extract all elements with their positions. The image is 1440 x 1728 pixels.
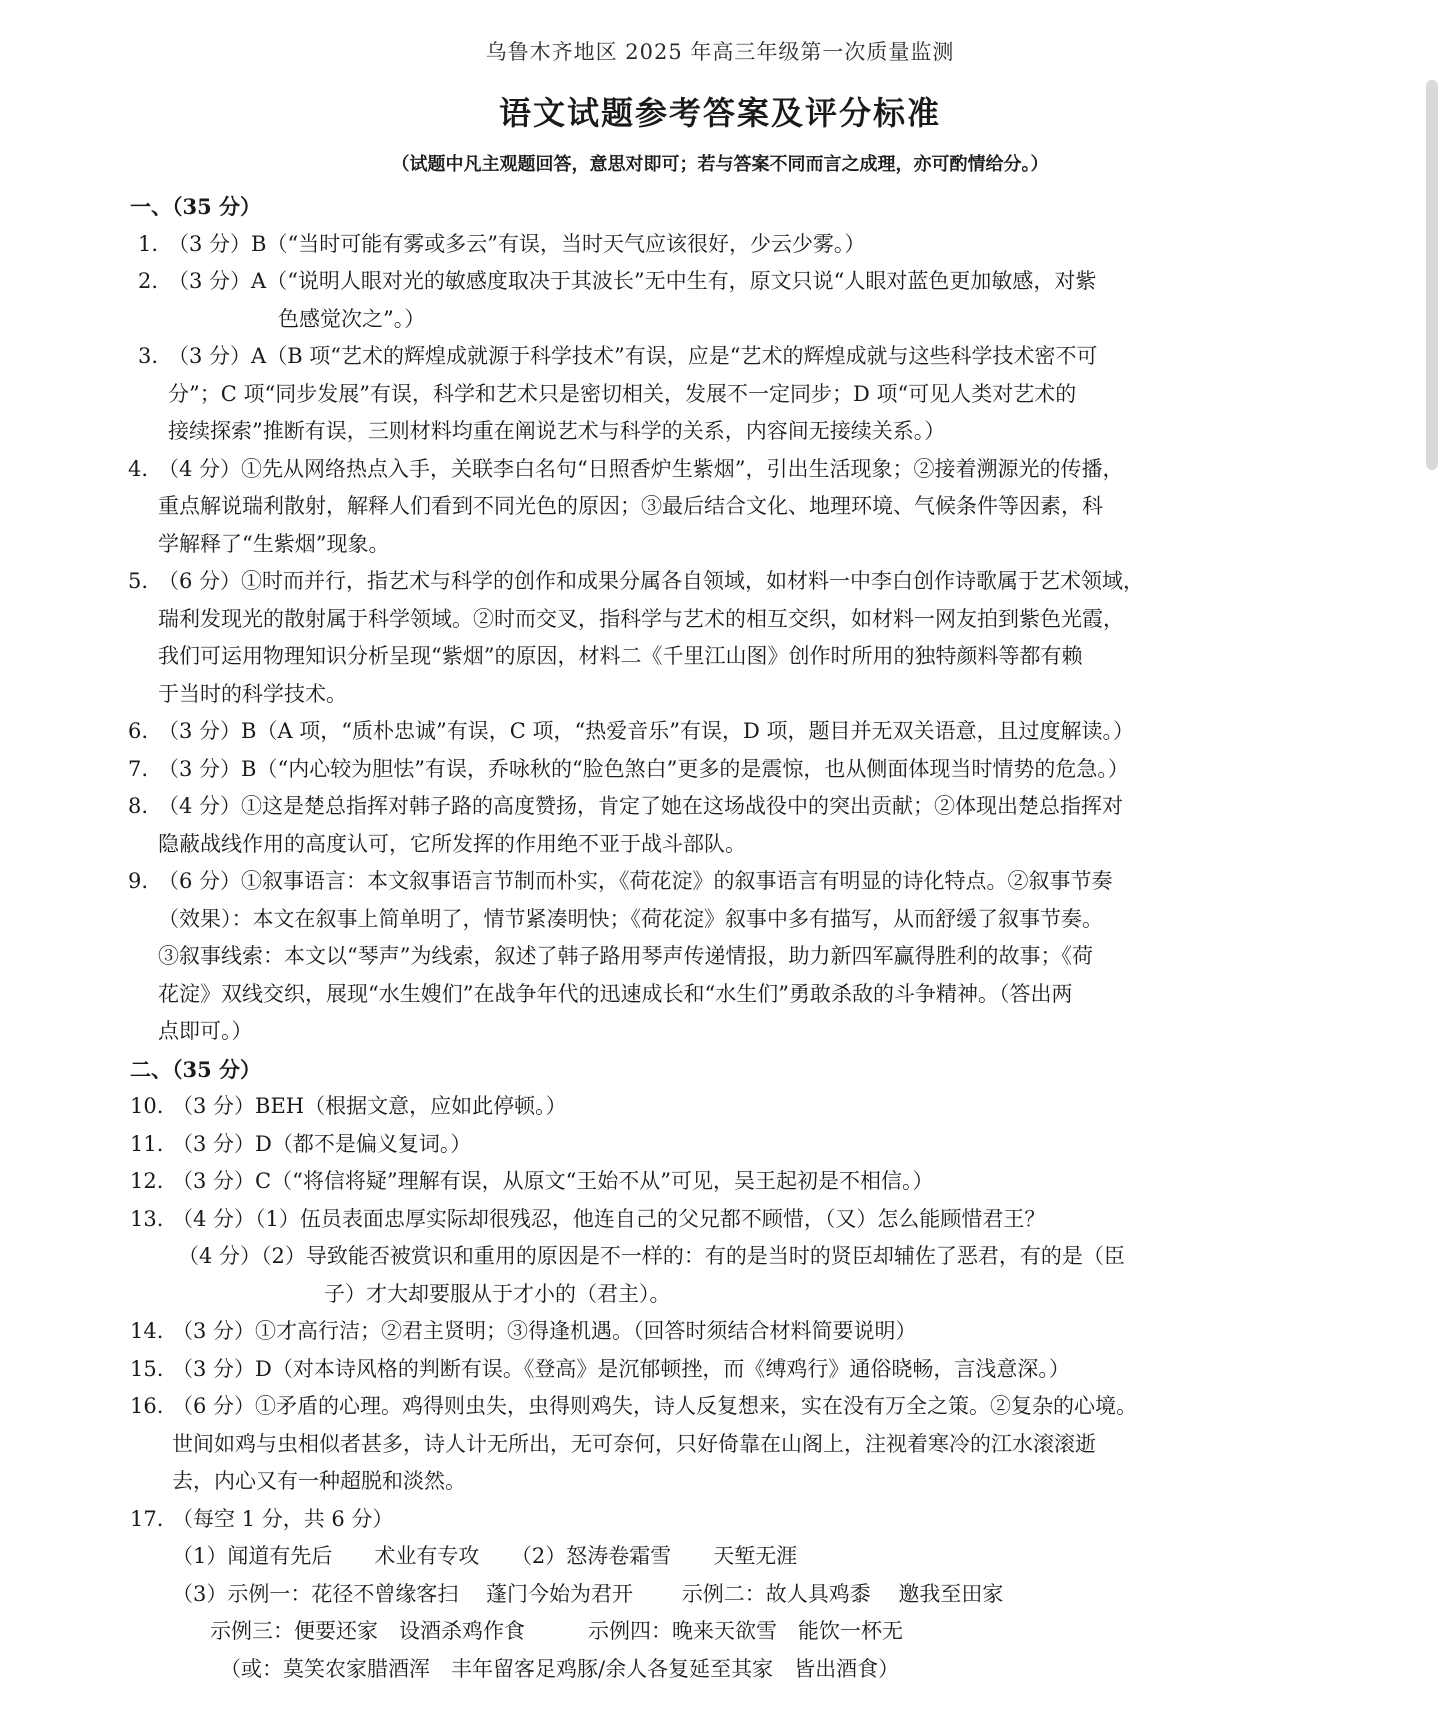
answer-line: （6 分）①叙事语言：本文叙事语言节制而朴实，《荷花淀》的叙事语言有明显的诗化特点。②叙事节奏 xyxy=(158,869,1113,893)
answer-line: （每空 1 分，共 6 分） xyxy=(172,1506,394,1531)
answer-item-10 xyxy=(130,1088,1320,1126)
item-number: 17. xyxy=(130,1506,164,1531)
item-number: 2. xyxy=(138,269,159,293)
item-number: 10. xyxy=(130,1094,164,1118)
item-number: 11. xyxy=(130,1131,164,1156)
answer-item-16 xyxy=(130,1388,1320,1501)
answer-line: （3 分）D（都不是偏义复词。） xyxy=(172,1131,472,1156)
answer-line: （4 分）①这是楚总指挥对韩子路的高度赞扬，肯定了她在这场战役中的突出贡献；②体现出楚总指挥对 xyxy=(158,794,1124,818)
answer-line: （3 分）①才高行洁；②君主贤明；③得逢机遇。（回答时须结合材料简要说明） xyxy=(172,1319,917,1343)
item-number: 15. xyxy=(130,1356,164,1381)
item-number: 3. xyxy=(138,344,159,368)
answer-list xyxy=(130,188,1320,1688)
section-two-heading: 二、（35 分） xyxy=(130,1056,262,1082)
answer-line: （效果）：本文在叙事上简单明了，情节紧凑明快；《荷花淀》叙事中多有描写，从而舒缓了叙事节奏。 xyxy=(158,906,1103,931)
answer-item-4 xyxy=(130,451,1320,564)
answer-line: 重点解说瑞利散射，解释人们看到不同光色的原因；③最后结合文化、地理环境、气候条件等因素，科 xyxy=(158,494,1103,518)
answer-item-13 xyxy=(130,1201,1320,1314)
answer-line: 分”；C 项“同步发展”有误，科学和艺术只是密切相关，发展不一定同步；D 项“可见人类对艺术的 xyxy=(168,381,1077,406)
answer-item-3 xyxy=(130,338,1320,451)
answer-line: 隐蔽战线作用的高度认可，它所发挥的作用绝不亚于战斗部队。 xyxy=(158,831,746,856)
answer-line: （4 分）①先从网络热点入手，关联李白名句“日照香炉生紫烟”，引出生活现象；②接着溯源光的传播， xyxy=(158,456,1124,481)
answer-line: （3 分）B（“内心较为胆怯”有误，乔咏秋的“脸色煞白”更多的是震惊，也从侧面体现当时情势的危急。） xyxy=(158,756,1129,781)
answer-line: （或：莫笑农家腊酒浑 丰年留客足鸡豚/余人各复延至其家 皆出酒食） xyxy=(220,1656,900,1681)
answer-item-1 xyxy=(130,226,1320,264)
item-number: 5. xyxy=(128,569,149,593)
answer-item-9 xyxy=(130,863,1320,1051)
answer-item-7 xyxy=(130,751,1320,789)
answer-line: 色感觉次之”。） xyxy=(278,306,426,331)
answer-line: （4 分）（2）导致能否被赏识和重用的原因是不一样的：有的是当时的贤臣却辅佐了恶君，有的是（臣 xyxy=(178,1244,1125,1268)
answer-line: 瑞利发现光的散射属于科学领域。②时而交叉，指科学与艺术的相互交织，如材料一网友拍到紫色光霞， xyxy=(158,606,1124,631)
answer-line: 我们可运用物理知识分析呈现“紫烟”的原因，材料二《千里江山图》创作时所用的独特颜料等都有赖 xyxy=(158,644,1083,668)
item-number: 1. xyxy=(138,231,159,256)
answer-line: （3 分）D（对本诗风格的判断有误。《登高》是沉郁顿挫，而《缚鸡行》通俗晓畅，言浅意深。） xyxy=(172,1356,1070,1381)
item-number: 16. xyxy=(130,1394,164,1418)
answer-line: （4 分）（1）伍员表面忠厚实际却很残忍，他连自己的父兄都不顾惜，（又）怎么能顾惜君王？ xyxy=(172,1206,1046,1231)
answer-line: 子）才大却要服从于才小的（君主）。 xyxy=(324,1281,671,1306)
item-number: 14. xyxy=(130,1319,164,1343)
item-number: 8. xyxy=(128,794,149,818)
grading-note: （试题中凡主观题回答，意思对即可；若与答案不同而言之成理，亦可酌情给分。） xyxy=(391,154,1049,175)
answer-item-11 xyxy=(130,1126,1320,1164)
item-number: 4. xyxy=(128,456,149,481)
answer-line: 花淀》双线交织，展现“水生嫂们”在战争年代的迅速成长和“水生们”勇敢杀敌的斗争精神。（答出两 xyxy=(158,981,1073,1006)
item-number: 9. xyxy=(128,869,149,893)
answer-line: （3）示例一：花径不曾缘客扫 蓬门今始为君开 示例二：故人具鸡黍 邀我至田家 xyxy=(172,1581,1004,1606)
answer-item-17 xyxy=(130,1501,1320,1689)
answer-line: 世间如鸡与虫相似者甚多，诗人计无所出，无可奈何，只好倚靠在山阁上，注视着寒冷的江水滚滚逝 xyxy=(172,1431,1096,1456)
item-number: 13. xyxy=(130,1206,164,1231)
answer-line: 于当时的科学技术。 xyxy=(158,681,347,706)
answer-line: 点即可。） xyxy=(158,1019,253,1043)
page-title: 语文试题参考答案及评分标准 xyxy=(498,94,941,132)
answer-item-6 xyxy=(130,713,1320,751)
answer-line: （6 分）①时而并行，指艺术与科学的创作和成果分属各自领域，如材料一中李白创作诗歌属于艺术领域， xyxy=(158,569,1145,593)
answer-item-2 xyxy=(130,263,1320,338)
item-number: 7. xyxy=(128,756,149,781)
answer-line: 学解释了“生紫烟”现象。 xyxy=(158,531,390,556)
item-number: 12. xyxy=(130,1169,164,1193)
answer-line: 去，内心又有一种超脱和淡然。 xyxy=(172,1469,466,1493)
answer-line: （3 分）BEH（根据文意，应如此停顿。） xyxy=(172,1094,567,1118)
answer-line: （6 分）①矛盾的心理。鸡得则虫失，虫得则鸡失，诗人反复想来，实在没有万全之策。②复杂的心境。 xyxy=(172,1394,1138,1418)
answer-line: （3 分）A（“说明人眼对光的敏感度取决于其波长”无中生有，原文只说“人眼对蓝色更加敏感，对紫 xyxy=(168,269,1097,293)
answer-item-8 xyxy=(130,788,1320,863)
answer-line: 接续探索”推断有误，三则材料均重在阐说艺术与科学的关系，内容间无接续关系。） xyxy=(168,419,946,443)
answer-line: （3 分）B（“当时可能有雾或多云”有误，当时天气应该很好，少云少雾。） xyxy=(168,231,866,256)
answer-item-15 xyxy=(130,1351,1320,1389)
scrollbar-thumb[interactable] xyxy=(1426,80,1438,470)
answer-line: （3 分）C（“将信将疑”理解有误，从原文“王始不从”可见，吴王起初是不相信。） xyxy=(172,1169,934,1193)
answer-item-5 xyxy=(130,563,1320,713)
answer-line: ③叙事线索：本文以“琴声”为线索，叙述了韩子路用琴声传递情报，助力新四军赢得胜利的故事；《荷 xyxy=(158,944,1093,968)
answer-line: （3 分）A（B 项“艺术的辉煌成就源于科学技术”有误，应是“艺术的辉煌成就与这些科学技术密不可 xyxy=(168,344,1098,368)
answer-item-14 xyxy=(130,1313,1320,1351)
answer-line: 示例三：便要还家 设酒杀鸡作食 示例四：晚来天欲雪 能饮一杯无 xyxy=(210,1619,903,1643)
answer-line: （3 分）B（A 项，“质朴忠诚”有误，C 项，“热爱音乐”有误，D 项，题目并无双关语意，且过度解读。） xyxy=(158,719,1135,743)
section-one-heading: 一、（35 分） xyxy=(130,194,262,219)
answer-item-12 xyxy=(130,1163,1320,1201)
exam-header: 乌鲁木齐地区 2025 年高三年级第一次质量监测 xyxy=(485,40,955,64)
answer-line: （1）闻道有先后 术业有专攻 （2）怒涛卷霜雪 天堑无涯 xyxy=(172,1544,798,1568)
item-number: 6. xyxy=(128,719,149,743)
